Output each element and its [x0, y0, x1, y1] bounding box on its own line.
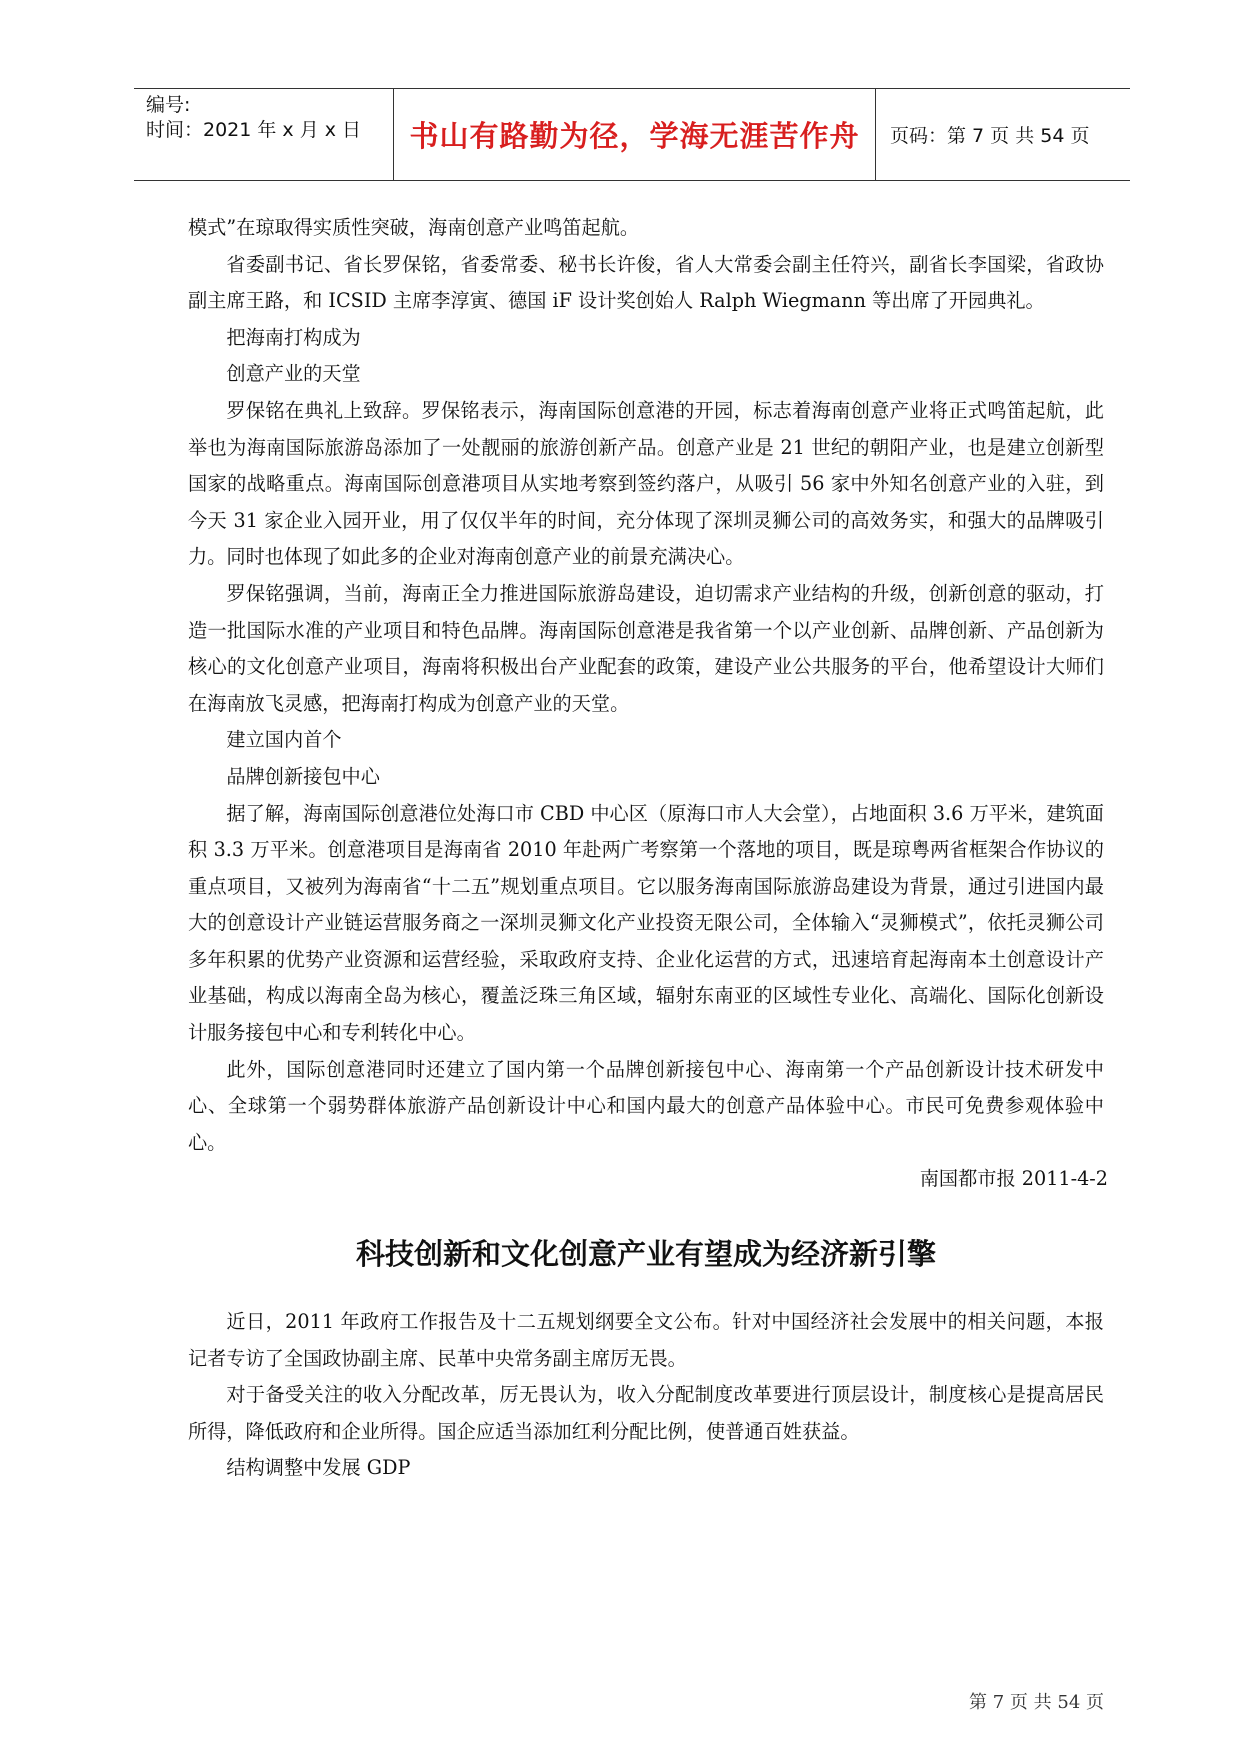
- subheading: 结构调整中发展 GDP: [226, 1456, 411, 1480]
- article-title: 科技创新和文化创意产业有望成为经济新引擎: [355, 1237, 936, 1272]
- paragraph: 罗保铭强调，当前，海南正全力推进国际旅游岛建设，迫切需求产业结构的升级，创新创意的驱动，打造一批国际水准的产业项目和特色品牌。海南国际创意港是我省第一个以产业创新、品牌创新、产品创新为核心的文化创意产业项目，海南将积极出台产业配套的政策，建设产业公共服务的平台，他希望设计大师们在海南放飞灵感，把海南打构成为创意产业的天堂。: [188, 581, 1104, 715]
- page-footer: 第 7 页 共 54 页: [969, 1692, 1104, 1713]
- paragraph: 此外，国际创意港同时还建立了国内第一个品牌创新接包中心、海南第一个产品创新设计技术研发中心、全球第一个弱势群体旅游产品创新设计中心和国内最大的创意产品体验中心。市民可免费参观体验中心。: [188, 1057, 1104, 1154]
- paragraph: 省委副书记、省长罗保铭，省委常委、秘书长许俊，省人大常委会副主任符兴，副省长李国梁，省政协副主席王路，和 ICSID 主席李淳寅、德国 iF 设计奖创始人 Ralph Wiegmann 等出席了开园典礼。: [188, 252, 1104, 313]
- subheading: 品牌创新接包中心: [226, 764, 380, 788]
- header-page-info: 页码：第 7 页 共 54 页: [890, 125, 1090, 147]
- document-body: [188, 210, 1108, 1487]
- subheading: 创意产业的天堂: [226, 362, 361, 386]
- document-time-label: 时间：2021 年 x 月 x 日: [146, 119, 362, 141]
- paragraph: 模式”在琼取得实质性突破，海南创意产业鸣笛起航。: [188, 216, 640, 239]
- subheading: 建立国内首个: [226, 728, 342, 752]
- paragraph: 近日，2011 年政府工作报告及十二五规划纲要全文公布。针对中国经济社会发展中的相关问题，本报记者专访了全国政协副主席、民革中央常务副主席厉无畏。: [188, 1310, 1104, 1370]
- header-meta: [134, 89, 394, 180]
- paragraph: 对于备受关注的收入分配改革，厉无畏认为，收入分配制度改革要进行顶层设计，制度核心是提高居民所得，降低政府和企业所得。国企应适当添加红利分配比例，使普通百姓获益。: [188, 1383, 1104, 1443]
- page-header: [134, 88, 1130, 181]
- header-motto: 书山有路勤为径，学海无涯苦作舟: [394, 89, 876, 180]
- subheading: 把海南打构成为: [226, 325, 361, 349]
- article-source: 南国都市报 2011-4-2: [919, 1167, 1108, 1191]
- document-number-label: 编号:: [146, 94, 191, 116]
- paragraph: 罗保铭在典礼上致辞。罗保铭表示，海南国际创意港的开园，标志着海南创意产业将正式鸣笛起航，此举也为海南国际旅游岛添加了一处靓丽的旅游创新产品。创意产业是 21 世纪的朝阳产业，也是建立创新型国家的战略重点。海南国际创意港项目从实地考察到签约落户，从吸引 56 家中外知名创意产业的入驻，到今天 31 家企业入园开业，用了仅仅半年的时间，充分体现了深圳灵狮公司的高效务实，和强大的品牌吸引力。同时也体现了如此多的企业对海南创意产业的前景充满决心。: [188, 398, 1104, 569]
- paragraph: 据了解，海南国际创意港位处海口市 CBD 中心区（原海口市人大会堂），占地面积 3.6 万平米，建筑面积 3.3 万平米。创意港项目是海南省 2010 年赴两广考察第一个落地的项目，既是琼粤两省框架合作协议的重点项目，又被列为海南省“十二五”规划重点项目。它以服务海南国际旅游岛建设为背景，通过引进国内最大的创意设计产业链运营服务商之一深圳灵狮文化产业投资无限公司，全体输入“灵狮模式”，依托灵狮公司多年积累的优势产业资源和运营经验，采取政府支持、企业化运营的方式，迅速培育起海南本土创意设计产业基础，构成以海南全岛为核心，覆盖泛珠三角区域，辐射东南亚的区域性专业化、高端化、国际化创新设计服务接包中心和专利转化中心。: [188, 801, 1104, 1045]
